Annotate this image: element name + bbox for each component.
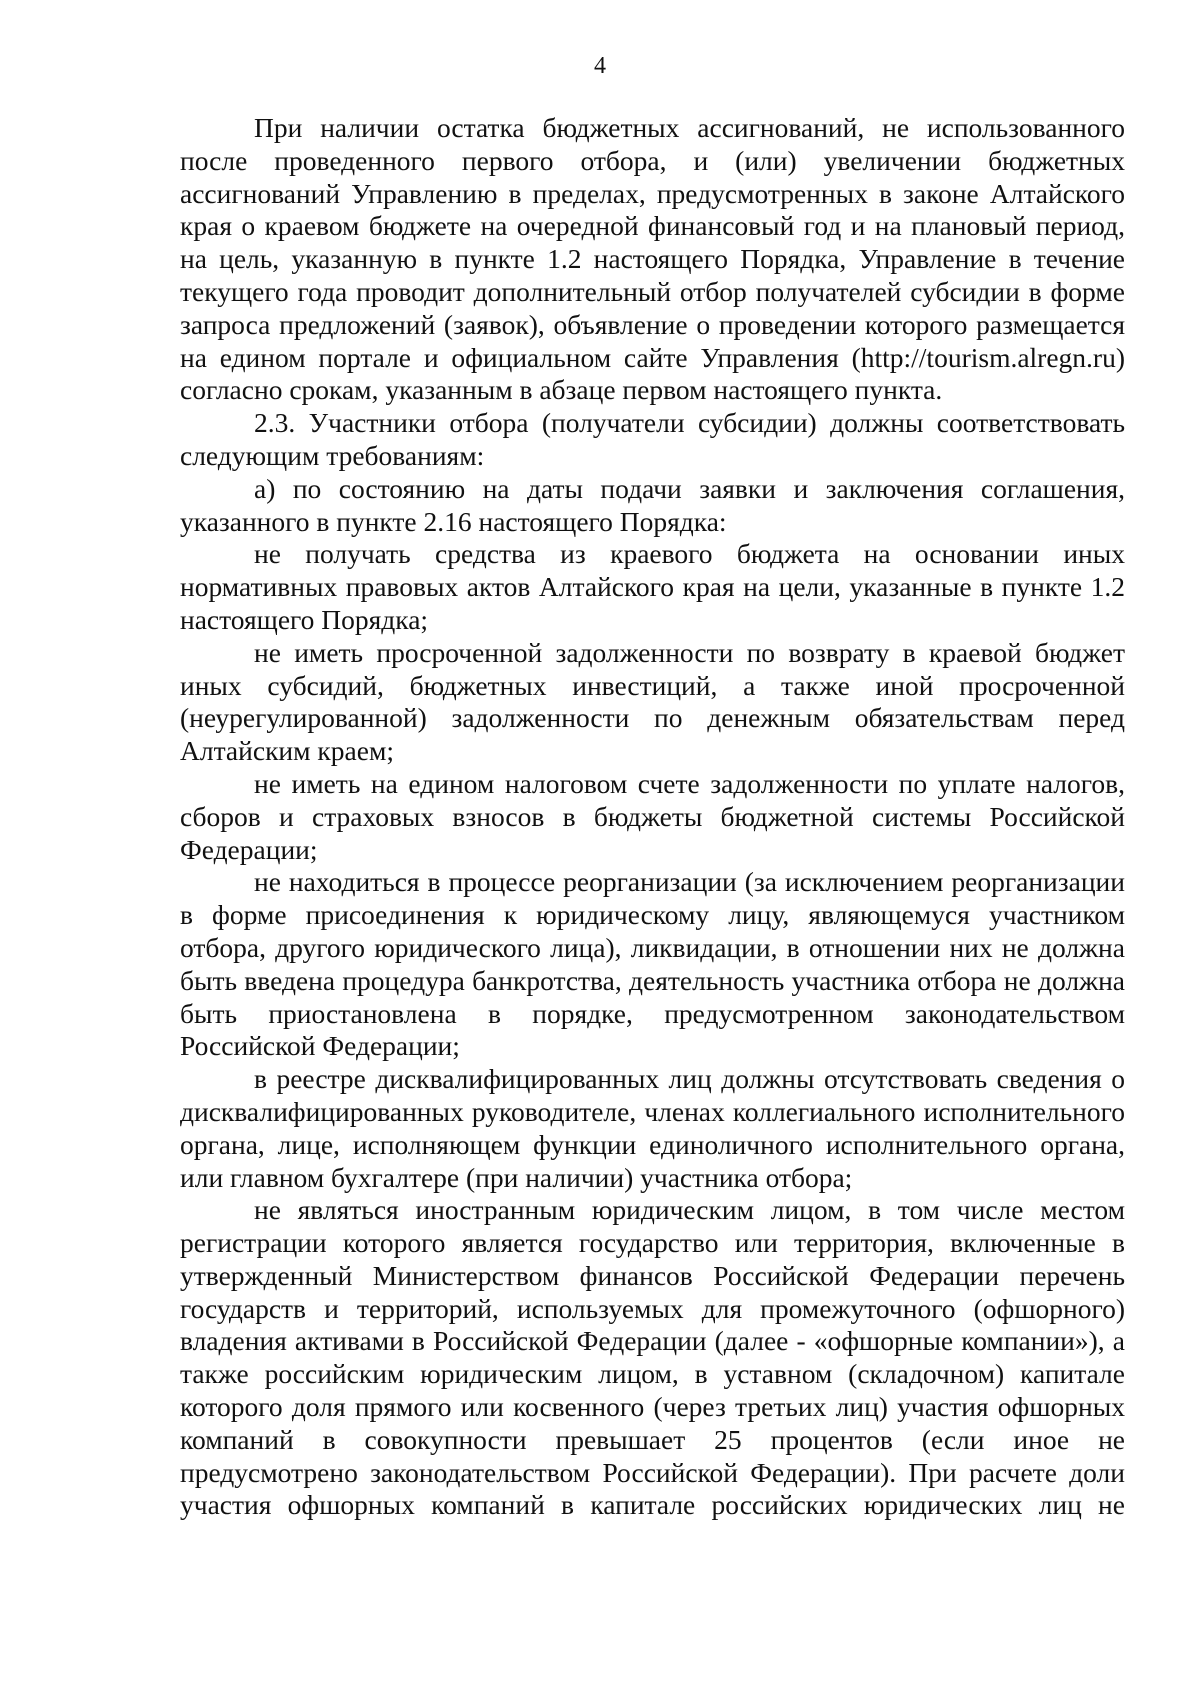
paragraph-requirement-no-overdue-debt: не иметь просроченной задолженности по возврату в краевой бюджет иных субсидий, бюджетных инвестиций, а также иной просроченной (неурегулированной) задолженности по денежным обязательствам перед Алтайским краем; — [180, 636, 1125, 767]
paragraph-requirement-not-foreign-entity: не являться иностранным юридическим лицом, в том числе местом регистрации которого является государство или территория, включенные в утвержденный Министерством финансов Российской Федерации перечень государств и территорий, используемых для промежуточного (офшорного) владения активами в Российской Федерации (далее - «офшорные компании»), а также российским юридическим лицом, в уставном (складочном) капитале которого доля прямого или косвенного (через третьих лиц) участия офшорных компаний в совокупности превышает 25 процентов (если иное не предусмотрено законодательством Российской Федерации). При расчете доли участия офшорных компаний в капитале российских юридических лиц не — [180, 1194, 1125, 1521]
page-number: 4 — [594, 53, 606, 79]
paragraph-requirement-no-tax-debt: не иметь на едином налоговом счете задолженности по уплате налогов, сборов и страховых взносов в бюджеты бюджетной системы Российской Федерации; — [180, 767, 1125, 865]
paragraph-requirement-disqualified-registry: в реестре дисквалифицированных лиц должны отсутствовать сведения о дисквалифицированных руководителе, членах коллегиального исполнительного органа, лице, исполняющем функции единоличного исполнительного органа, или главном бухгалтере (при наличии) участника отбора; — [180, 1063, 1125, 1193]
paragraph-subitem-a: а) по состоянию на даты подачи заявки и заключения соглашения, указанного в пункте 2.16 настоящего Порядка: — [180, 472, 1125, 537]
paragraph-requirement-no-reorganization: не находиться в процессе реорганизации (за исключением реорганизации в форме присоединения к юридическому лицу, являющемуся участником отбора, другого юридического лица), ликвидации, в отношении них не должна быть введена процедура банкротства, деятельность участника отбора не должна быть приостановлена в порядке, предусмотренном законодательством Российской Федерации; — [180, 866, 1125, 1062]
paragraph-requirement-no-budget-funds: не получать средства из краевого бюджета на основании иных нормативных правовых актов Алтайского края на цели, указанные в пункте 1.2 настоящего Порядка; — [180, 538, 1125, 635]
paragraph-additional-selection: При наличии остатка бюджетных ассигнований, не использованного после проведенного первого отбора, и (или) увеличении бюджетных ассигнований Управлению в пределах, предусмотренных в законе Алтайского края о краевом бюджете на очередной финансовый год и на плановый период, на цель, указанную в пункте 1.2 настоящего Порядка, Управление в течение текущего года проводит дополнительный отбор получателей субсидии в форме запроса предложений (заявок), объявление о проведении которого размещается на едином портале и официальном сайте Управления (http://tourism.alregn.ru) согласно срокам, указанным в абзаце первом настоящего пункта. — [180, 112, 1125, 406]
document-body — [180, 112, 1125, 1522]
paragraph-section-2-3: 2.3. Участники отбора (получатели субсидии) должны соответствовать следующим требованиям: — [180, 407, 1125, 471]
